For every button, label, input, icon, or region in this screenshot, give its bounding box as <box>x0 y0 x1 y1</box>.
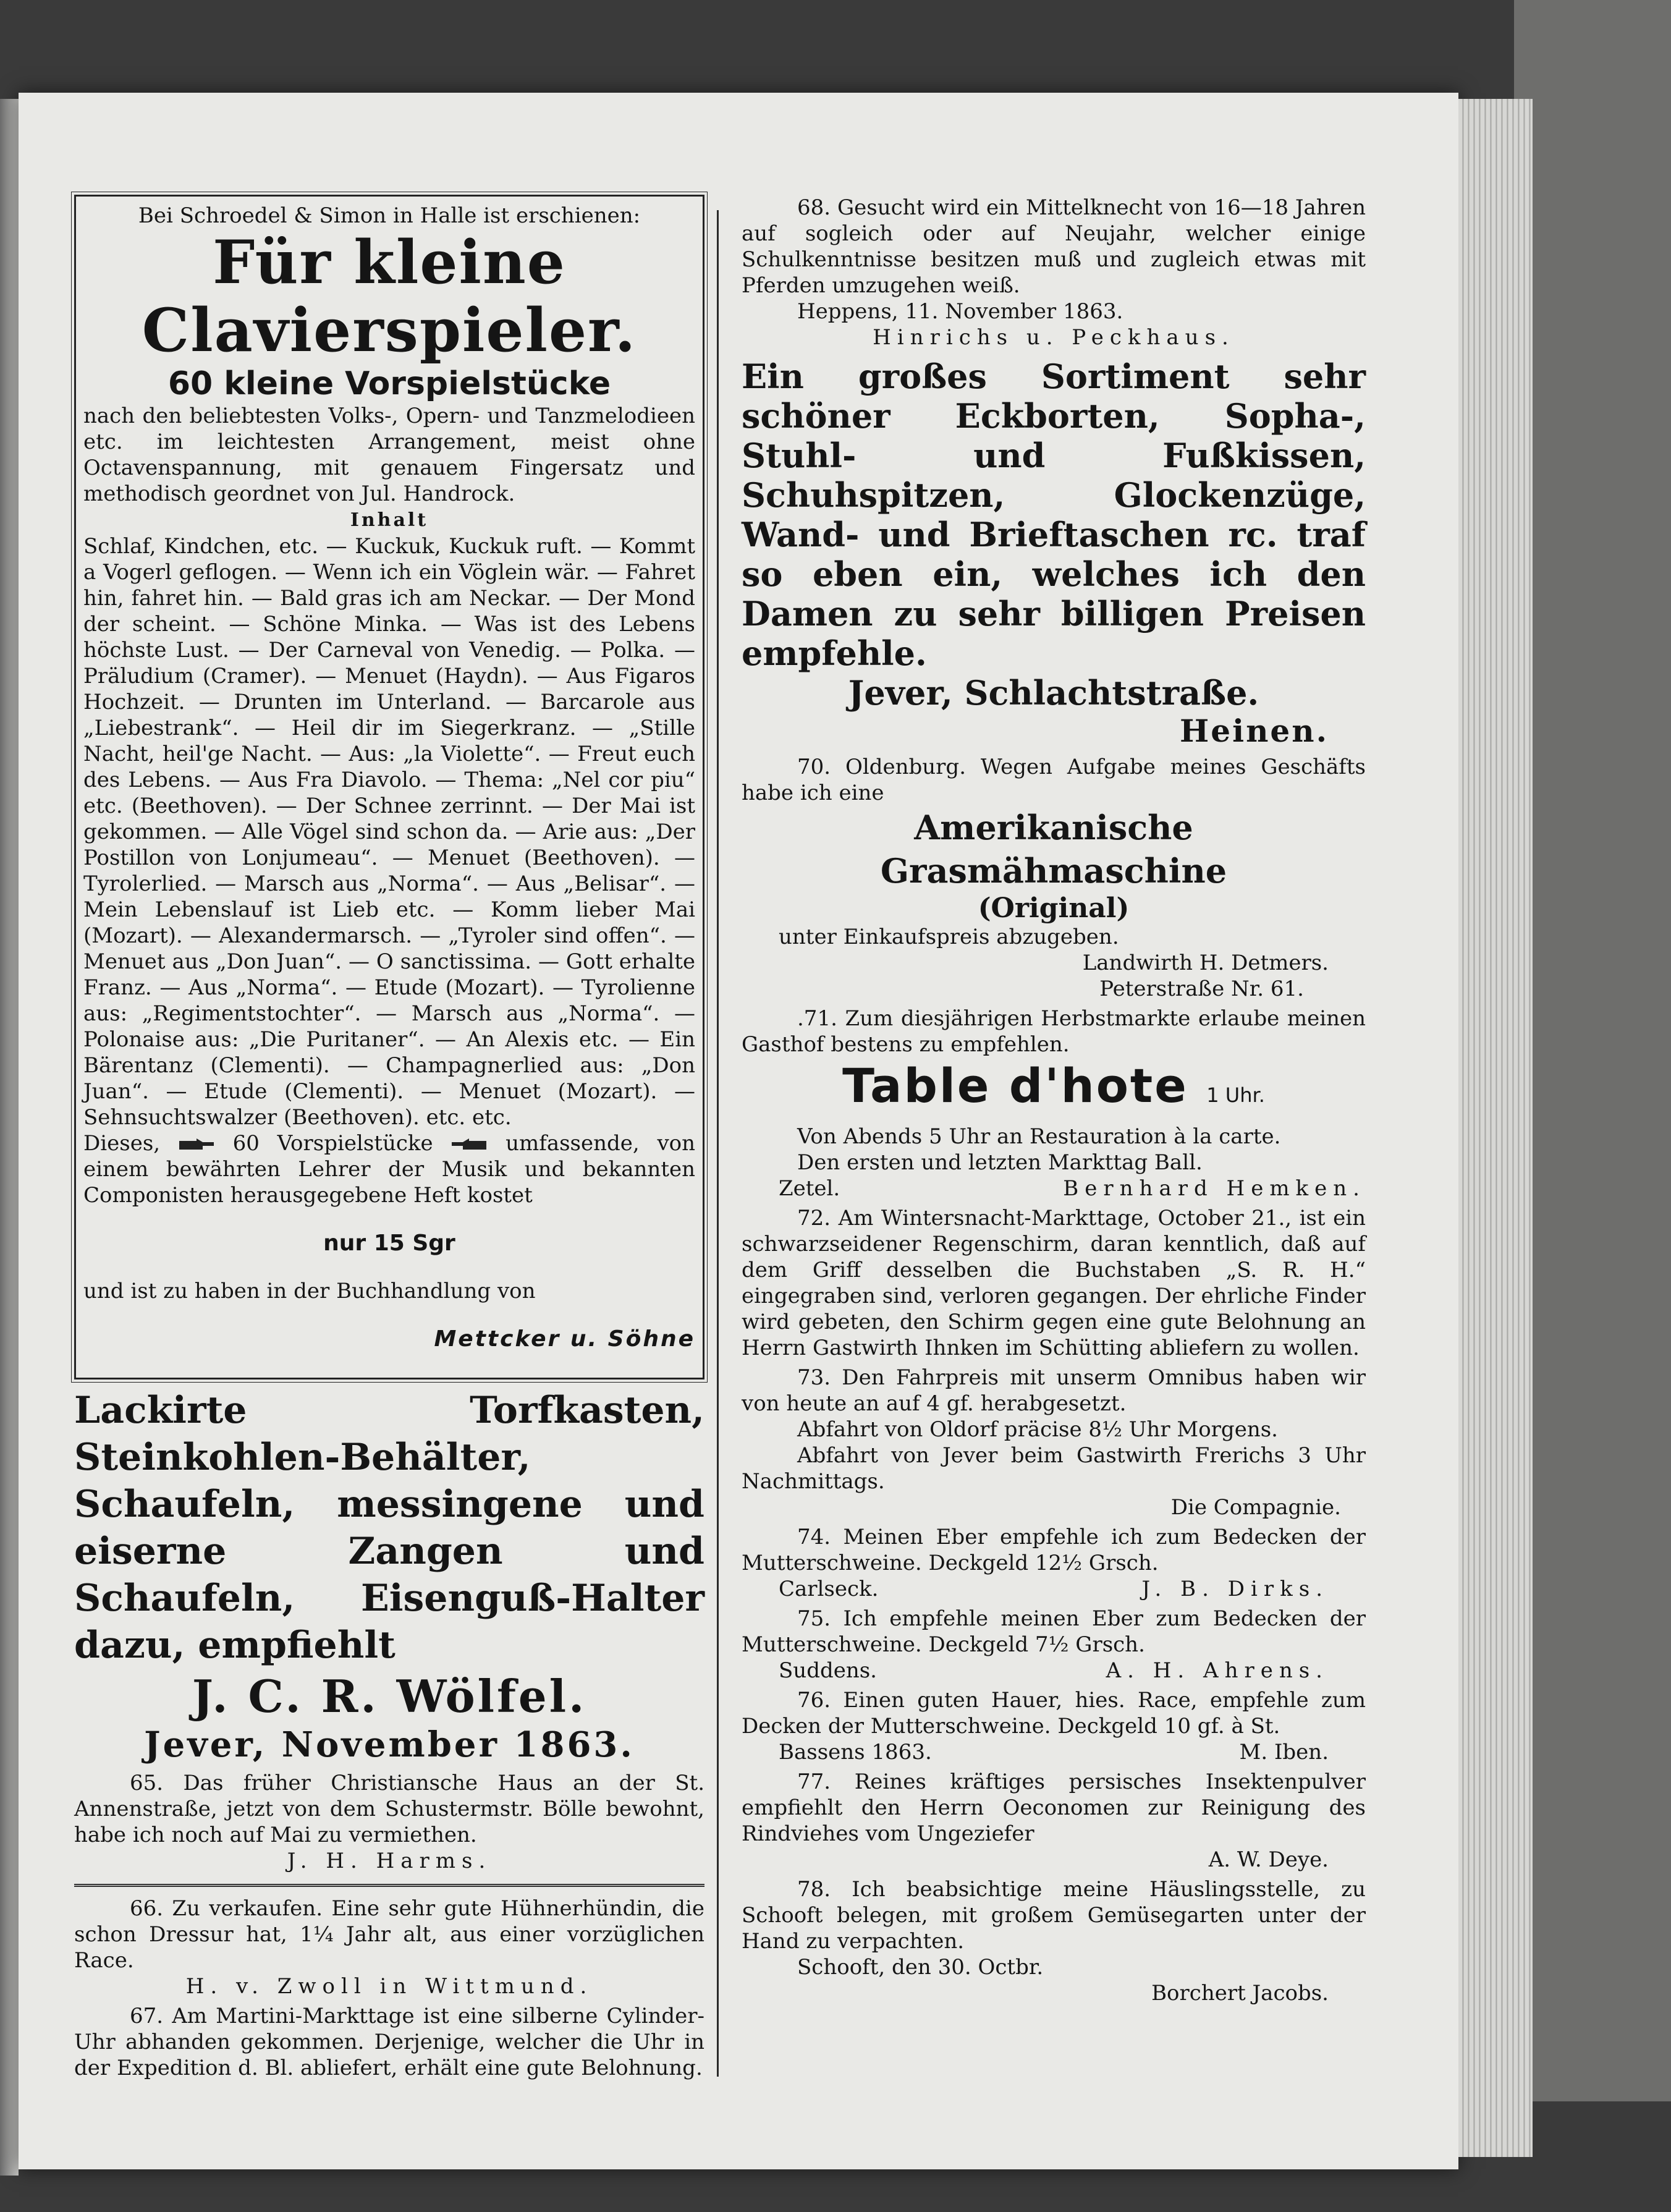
ad-offer-start: Dieses, <box>83 1131 161 1156</box>
ad70-text: 70. Oldenburg. Wegen Aufgabe meines Geschäfts habe ich eine <box>742 755 1366 805</box>
divider <box>74 1884 704 1887</box>
advertisement-78 <box>742 1876 1366 2006</box>
ad-offer-count: 60 Vorspielstücke <box>232 1131 433 1156</box>
ad68-place: Heppens, 11. November 1863. <box>797 299 1123 324</box>
ad72-text: 72. Am Wintersnacht-Markttage, October 21., ist ein schwarzseidener Regenschirm, daran kenntlich, daß auf dem Griff desselben die Buchstaben „S. R. H.“ eingegraben sind, verloren gegangen. Der ehrliche Finder wird gebeten, den Schirm gegen eine gute Belohnung an Herrn Gastwirth Ihnken im Schütting abliefern zu wollen. <box>742 1206 1366 1360</box>
ad74-place: Carlseck. <box>779 1577 879 1601</box>
ad71-table-dhote <box>742 1060 1366 1121</box>
heinen-text: Ein großes Sortiment sehr schöner Eckborten, Sopha-, Stuhl- und Fußkissen, Schuhspitzen, Glockenzüge, Wand- und Brieftaschen rc. traf so eben ein, welches ich den Damen zu sehr billigen Preisen empfehle. <box>742 357 1366 673</box>
ad74-text: 74. Meinen Eber empfehle ich zum Bedecken der Mutterschweine. Deckgeld 12½ Grsch. <box>742 1525 1366 1575</box>
ad75-text: 75. Ich empfehle meinen Eber zum Bedecken der Mutterschweine. Deckgeld 7½ Grsch. <box>742 1606 1366 1657</box>
ad70-signature: Landwirth H. Detmers. <box>1082 951 1329 975</box>
ad-price: nur 15 Sgr <box>323 1231 455 1256</box>
ad70-rest: unter Einkaufspreis abzugeben. <box>779 925 1119 949</box>
newspaper-page <box>19 93 1458 2169</box>
ad73-signature: Die Compagnie. <box>1170 1495 1341 1520</box>
ad-subtitle: 60 kleine Vorspielstücke <box>167 365 611 402</box>
pointing-hand-icon <box>178 1137 215 1152</box>
left-column <box>74 195 704 2081</box>
ad71-footer <box>742 1176 1366 1201</box>
ad77-signature: A. W. Deye. <box>1208 1847 1329 1872</box>
advertisement-67 <box>74 2003 704 2081</box>
ad71-place: Zetel. <box>779 1176 840 1201</box>
ad-contents-heading: Inhalt <box>350 509 429 531</box>
advertisement-65 <box>74 1770 704 1874</box>
torf-place: Jever, November 1863. <box>144 1724 635 1765</box>
ad-contents-list: Schlaf, Kindchen, etc. — Kuckuk, Kuckuk ruft. — Kommt a Vogerl geflogen. — Wenn ich ein Vöglein wär. — Fahret hin, fahret hin. — Bald gras ich am Neckar. — Der Mond der scheint. — Schöne Minka. — Was ist des Lebens höchste Lust. — Der Carneval von Venedig. — Polka. — Präludium (Cramer). — Menuet (Haydn). — Aus Figaros Hochzeit. — Drunten im Unterland. — Barcarole aus „Liebestrank“. — Heil dir im Siegerkranz. — „Stille Nacht, heil'ge Nacht. — Aus: „la Violette“. — Freut euch des Lebens. — Aus Fra Diavolo. — Thema: „Nel cor piu“ etc. (Beethoven). — Der Schnee zerrinnt. — Der Mai ist gekommen. — Alle Vögel sind schon da. — Arie aus: „Der Postillon von Lonjumeau“. — Menuet (Beethoven). — Tyrolerlied. — Marsch aus „Norma“. — Aus „Belisar“. — Mein Lebenslauf ist Lieb etc. — Komm lieber Mai (Mozart). — Alexandermarsch. — „Tyroler sind offen“. — Menuet aus „Don Juan“. — O sanctissima. — Gott erhalte Franz. — Aus „Norma“. — Etude (Mozart). — Tyrolienne aus: „Regimentstochter“. — Marsch aus „Norma“. — Polonaise aus: „Die Puritaner“. — An Alexis etc. — Ein Bärentanz (Clementi). — Champagnerlied aus: „Don Juan“. — Etude (Clementi). — Menuet (Mozart). — Sehnsuchtswalzer (Beethoven). etc. etc. <box>83 534 695 1130</box>
ad-description: nach den beliebtesten Volks-, Opern- und Tanzmelodieen etc. im leichtesten Arrangement, meist ohne Octavenspannung, mit genauem Fingersatz und methodisch geordnet von Jul. Handrock. <box>83 404 695 506</box>
ad76-signature: M. Iben. <box>1239 1740 1329 1765</box>
ad71-line2: Den ersten und letzten Markttag Ball. <box>797 1150 1203 1175</box>
ad71-table-label: Table d'hote <box>842 1058 1188 1113</box>
torf-name: J. C. R. Wölfel. <box>192 1670 587 1723</box>
right-column <box>742 195 1366 2006</box>
ad70-original: (Original) <box>978 892 1130 924</box>
ad74-footer <box>742 1576 1366 1602</box>
ad67-text: 67. Am Martini-Markttage ist eine silberne Cylinder-Uhr abhanden gekommen. Derjenige, welcher die Uhr in der Expedition d. Bl. abliefert, erhält eine gute Belohnung. <box>74 2004 704 2080</box>
ad70-address: Peterstraße Nr. 61. <box>1099 977 1304 1001</box>
ad74-signature: J. B. Dirks. <box>1141 1577 1329 1601</box>
ad66-text: 66. Zu verkaufen. Eine sehr gute Hühnerhündin, die schon Dressur hat, 1¼ Jahr alt, aus einer vorzüglichen Race. <box>74 1896 704 1973</box>
column-rule <box>717 210 719 2077</box>
ad73-line2: Abfahrt von Jever beim Gastwirth Frerichs 3 Uhr Nachmittags. <box>742 1443 1366 1494</box>
ad75-footer <box>742 1658 1366 1684</box>
advertisement-75 <box>742 1606 1366 1684</box>
ad-availability: und ist zu haben in der Buchhandlung von <box>83 1279 536 1303</box>
ad68-text: 68. Gesucht wird ein Mittelknecht von 16—18 Jahren auf sogleich oder auf Neujahr, welcher einige Schulkenntnisse besitzen muß und zugleich etwas mit Pferden umzugehen weiß. <box>742 195 1366 298</box>
ad-publisher: Mettcker u. Söhne <box>434 1326 695 1352</box>
ad77-text: 77. Reines kräftiges persisches Insektenpulver empfiehlt den Herrn Oeconomen zur Reinigung des Rindviehes vom Ungeziefer <box>742 1769 1366 1846</box>
advertisement-71 <box>742 1006 1366 1201</box>
advertisement-72 <box>742 1205 1366 1361</box>
torf-text: Lackirte Torfkasten, Steinkohlen-Behälter, Schaufeln, messingene und eiserne Zangen und Schaufeln, Eisenguß-Halter dazu, empfiehlt <box>74 1389 704 1667</box>
advertisement-73 <box>742 1365 1366 1520</box>
ad76-text: 76. Einen guten Hauer, hies. Race, empfehle zum Decken der Mutterschweine. Deckgeld 10 gf. à St. <box>742 1688 1366 1739</box>
book-cover <box>1514 0 1671 2101</box>
ad71-table-time: 1 Uhr. <box>1206 1083 1265 1107</box>
ad-offer-rest: umfassende, von einem bewährten Lehrer der Musik und bekannten Componisten herausgegebene Heft kostet <box>83 1131 696 1208</box>
heinen-name: Heinen. <box>1180 713 1329 749</box>
advertisement-76 <box>742 1687 1366 1765</box>
ad-title: Für kleine Clavierspieler. <box>142 227 637 365</box>
heinen-place: Jever, Schlachtstraße. <box>848 673 1259 713</box>
ad71-text: .71. Zum diesjährigen Herbstmarkte erlaube meinen Gasthof bestens zu empfehlen. <box>742 1006 1366 1057</box>
advertisement-68 <box>742 195 1366 350</box>
ad68-signature: Hinrichs u. Peckhaus. <box>873 325 1235 350</box>
advertisement-74 <box>742 1524 1366 1602</box>
ad78-text: 78. Ich beabsichtige meine Häuslingsstelle, zu Schooft belegen, mit großem Gemüsegarten unter der Hand zu verpachten. <box>742 1877 1366 1954</box>
ad66-signature: H. v. Zwoll in Wittmund. <box>185 1974 593 1999</box>
ad73-line1: Abfahrt von Oldorf präcise 8½ Uhr Morgens. <box>797 1417 1278 1442</box>
ad71-line1: Von Abends 5 Uhr an Restauration à la carte. <box>797 1124 1281 1149</box>
facing-page-edge <box>0 99 19 2176</box>
ad76-place: Bassens 1863. <box>779 1740 932 1765</box>
ad73-text: 73. Den Fahrpreis mit unserm Omnibus haben wir von heute an auf 4 gf. herabgesetzt. <box>742 1365 1366 1416</box>
ad65-signature: J. H. Harms. <box>287 1849 492 1873</box>
ad78-signature: Borchert Jacobs. <box>1151 1981 1329 2006</box>
heinen-advertisement <box>742 357 1366 749</box>
advertisement-66 <box>74 1896 704 1999</box>
ad78-place: Schooft, den 30. Octbr. <box>797 1955 1044 1980</box>
advertisement-70 <box>742 754 1366 1002</box>
advertisement-77 <box>742 1769 1366 1873</box>
book-advertisement <box>74 195 704 1379</box>
page-edges <box>1458 99 1533 2157</box>
pointing-hand-left-icon <box>451 1137 488 1152</box>
ad76-footer <box>742 1739 1366 1765</box>
ad65-text: 65. Das früher Christiansche Haus an der St. Annenstraße, jetzt von dem Schustermstr. Bölle bewohnt, habe ich noch auf Mai zu vermiethen. <box>74 1771 704 1847</box>
ad75-signature: A. H. Ahrens. <box>1106 1658 1329 1683</box>
ad-offer <box>83 1130 695 1208</box>
torfkasten-advertisement <box>74 1387 704 1765</box>
ad70-item: Amerikanische Grasmähmaschine <box>880 808 1227 891</box>
ad75-place: Suddens. <box>779 1658 877 1683</box>
ad71-signature: Bernhard Hemken. <box>1063 1176 1366 1201</box>
ad-intro: Bei Schroedel & Simon in Halle ist erschienen: <box>138 203 641 228</box>
